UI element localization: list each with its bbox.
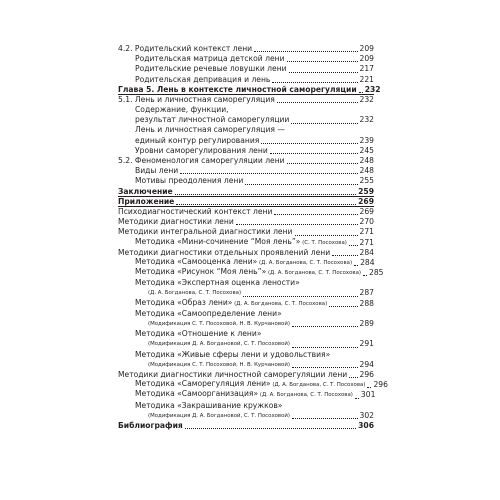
toc-entry-title: Содержание, функции, <box>135 105 229 115</box>
toc-entry-page-number: 248 <box>359 156 374 166</box>
dot-leader <box>349 245 358 246</box>
toc-entry-title: Методики диагностики отдельных проявлений лени <box>118 247 331 257</box>
toc-entry-title: Методика «Самооценка лени» (Д. А. Богданова, С. Т. Посохова) <box>135 256 353 266</box>
toc-entry-title: Методика «Мини-сочинение “Моя лень”» (С. Т. Посохова) <box>135 236 347 246</box>
toc-entry-authors: (Модификация Д. А. Богдановой, С. Т. Посоховой) <box>148 412 291 419</box>
toc-entry-title: Лень и личностная саморегуляция — <box>135 125 285 135</box>
dot-leader <box>292 347 357 348</box>
toc-entry-title: Методики интегральной диагностики лени <box>118 227 293 237</box>
toc-entry-page-number: 287 <box>359 288 374 298</box>
toc-entry-title: Методика «Закрашивание кружков» <box>135 400 283 410</box>
toc-entry <box>118 126 374 136</box>
toc-entry <box>118 299 374 309</box>
toc-entry <box>118 339 374 349</box>
toc-entry-page-number: 259 <box>358 186 374 196</box>
toc-entry-page-number: 296 <box>359 369 374 379</box>
dot-leader <box>292 326 358 327</box>
toc-entry-authors: (Д. А. Богданова, С. Т. Посохова) <box>270 382 366 389</box>
dot-leader <box>332 255 357 256</box>
toc-entry-page-number: 285 <box>369 268 384 278</box>
toc-entry <box>118 44 374 54</box>
toc-entry <box>118 176 374 186</box>
toc-entry-page-number: 284 <box>359 247 374 257</box>
toc-entry-title: Глава 5. Лень в контексте личностной саморегуляции <box>118 84 357 94</box>
toc-entry <box>118 54 374 64</box>
dot-leader <box>329 306 357 307</box>
dot-leader <box>367 387 371 388</box>
toc-entry <box>118 95 374 105</box>
toc-entry-page-number: 239 <box>359 135 374 145</box>
toc-entry <box>118 217 374 227</box>
toc-entry-page-number: 294 <box>359 359 374 369</box>
dot-leader <box>261 143 357 144</box>
dot-leader <box>291 123 357 124</box>
dot-leader <box>359 92 363 93</box>
toc-entry-title: Методика «Рисунок “Моя лень”» (Д. А. Богданова, С. Т. Посохова) <box>135 267 361 277</box>
toc-entry-title: Методики диагностики личностной саморегуляции лени <box>118 369 348 379</box>
toc-entry-page-number: 306 <box>358 420 374 430</box>
toc-entry <box>118 421 374 431</box>
dot-leader <box>292 367 358 368</box>
toc-entry-page-number: 289 <box>359 319 374 329</box>
toc-entry <box>118 187 374 197</box>
toc-entry-page-number: 209 <box>359 54 374 64</box>
toc-entry-page-number: 232 <box>359 115 374 125</box>
toc-entry-title: Мотивы преодоления лени <box>135 176 244 186</box>
toc-entry <box>118 75 374 85</box>
dot-leader <box>355 398 359 399</box>
toc-entry-page-number: 232 <box>359 94 374 104</box>
toc-entry-page-number: 284 <box>360 257 375 267</box>
toc-entry-title: Библиография <box>118 420 183 430</box>
toc-entry-authors: (Д. А. Богданова, С. Т. Посохова) <box>266 270 361 277</box>
toc-entry-authors: (С. Т. Посохова) <box>300 239 347 246</box>
dot-leader <box>245 184 357 185</box>
toc-entry-title: Психодиагностический контекст лени <box>118 206 273 216</box>
toc-entry <box>118 156 374 166</box>
toc-entry-title: 5.2. Феноменология саморегуляции лени <box>118 156 285 166</box>
toc-entry-title <box>148 318 290 329</box>
toc-entry <box>118 64 374 74</box>
toc-entry-page-number: 271 <box>359 237 374 247</box>
dot-leader <box>185 428 356 429</box>
dot-leader <box>274 214 357 215</box>
toc-entry-authors: (Модификация Д. А. Богдановой, С. Т. Посоховой) <box>148 341 291 348</box>
toc-entry <box>118 105 374 115</box>
toc-entry-page-number: 270 <box>359 217 374 227</box>
dot-leader <box>287 61 358 62</box>
toc-entry-page-number: 232 <box>364 84 381 94</box>
dot-leader <box>295 235 358 236</box>
dot-leader <box>243 296 357 297</box>
toc-entry-title: Методика «Живые сферы лени и удовольствия» <box>135 349 331 359</box>
toc-entry-title: Заключение <box>118 186 173 196</box>
toc-entry <box>118 166 374 176</box>
toc-entry-page-number: 288 <box>359 298 374 308</box>
dot-leader <box>349 377 357 378</box>
toc-entry-title: Методика «Самоорганизация» (Д. А. Богданова, С. Т. Посохова) <box>135 389 353 399</box>
toc-entry <box>118 390 374 400</box>
dot-leader <box>236 224 358 225</box>
toc-entry-title: Методики диагностики лени <box>118 217 234 227</box>
toc-entry-title: единый контур регулирования <box>135 135 260 145</box>
toc-entry <box>118 197 374 207</box>
toc-entry-page-number: 255 <box>359 176 374 186</box>
toc-entry-authors: (Д. А. Богданова, С. Т. Посохова) <box>257 259 353 266</box>
toc-entry-title <box>148 359 290 370</box>
toc-entry-title: Методика «Саморегуляция лени» (Д. А. Богданова, С. Т. Посохова) <box>135 379 366 389</box>
toc-entry-page-number: 209 <box>359 43 374 53</box>
toc-entry-title: 4.2. Родительский контекст лени <box>118 43 253 53</box>
toc-entry-page-number: 271 <box>359 227 374 237</box>
toc-entry-page-number: 291 <box>359 339 374 349</box>
toc-entry <box>118 207 374 217</box>
dot-leader <box>254 51 357 52</box>
dot-leader <box>270 153 358 154</box>
toc-entry-title: Уровни саморегулирования лени <box>135 145 268 155</box>
toc-entry-title: Методика «Образ лени» (Д. А. Богданова, С. Т. Посохова) <box>135 297 328 307</box>
dot-leader <box>354 265 358 266</box>
toc-entry-title: Родительская депривация и лень <box>135 74 271 84</box>
dot-leader <box>175 194 356 195</box>
toc-entry-title: Виды лени <box>135 166 179 176</box>
toc-entry-title: Родительские речевые ловушки лени <box>135 64 287 74</box>
toc-entry <box>118 238 374 248</box>
toc-entry <box>118 136 374 146</box>
toc-entry-title <box>148 338 290 349</box>
toc-entry <box>118 115 374 125</box>
toc-entry-page-number: 217 <box>359 64 374 74</box>
toc-entry-authors: (Модификация С. Т. Посоховой, Н. В. Курчановой) <box>148 361 290 368</box>
dot-leader <box>272 82 357 83</box>
toc-entry-title: Методика «Отношение к лени» <box>135 329 262 339</box>
toc-entry-authors: (Д. А. Богданова, С. Т. Посохова) <box>148 290 242 297</box>
toc-entry <box>118 319 374 329</box>
toc-entry-title: Родительская матрица детской лени <box>135 54 285 64</box>
toc-entry-page-number: 296 <box>373 380 388 390</box>
toc-entry <box>118 267 384 278</box>
toc-entry-title <box>148 410 290 421</box>
toc-entry-page-number: 301 <box>360 390 376 400</box>
toc-entry-authors: (Модификация С. Т. Посоховой, Н. В. Курчановой) <box>148 321 290 328</box>
dot-leader <box>289 72 358 73</box>
toc-entry-page-number: 248 <box>359 166 374 176</box>
toc-entry <box>118 84 381 95</box>
toc-entry-page-number: 269 <box>358 196 374 206</box>
toc-entry-authors: (Д. А. Богданова, С. Т. Посохова) <box>232 300 328 307</box>
toc-entry-page-number: 245 <box>359 145 374 155</box>
toc-entry-title: результат личностной саморегуляции <box>135 115 290 125</box>
toc-entry-page-number: 269 <box>359 206 374 216</box>
toc-entry <box>118 360 374 370</box>
dot-leader <box>292 418 357 419</box>
dot-leader <box>277 102 358 103</box>
dot-leader <box>287 163 358 164</box>
table-of-contents <box>118 43 388 431</box>
toc-entry-authors: (Д. А. Богданова, С. Т. Посохова) <box>258 392 353 399</box>
toc-entry-title: 5.1. Лень и личностная саморегуляция <box>118 94 275 104</box>
toc-entry <box>118 411 374 421</box>
dot-leader <box>176 204 356 205</box>
toc-entry-page-number: 221 <box>359 74 374 84</box>
toc-entry-title: Методика «Экспертная оценка лености» <box>135 278 300 288</box>
toc-entry-page-number: 302 <box>359 410 374 420</box>
dot-leader <box>363 275 367 276</box>
dot-leader <box>180 173 357 174</box>
toc-entry-title: Методика «Самоопределение лени» <box>135 308 282 318</box>
toc-entry-title: Приложение <box>118 196 175 206</box>
toc-entry <box>118 146 374 156</box>
